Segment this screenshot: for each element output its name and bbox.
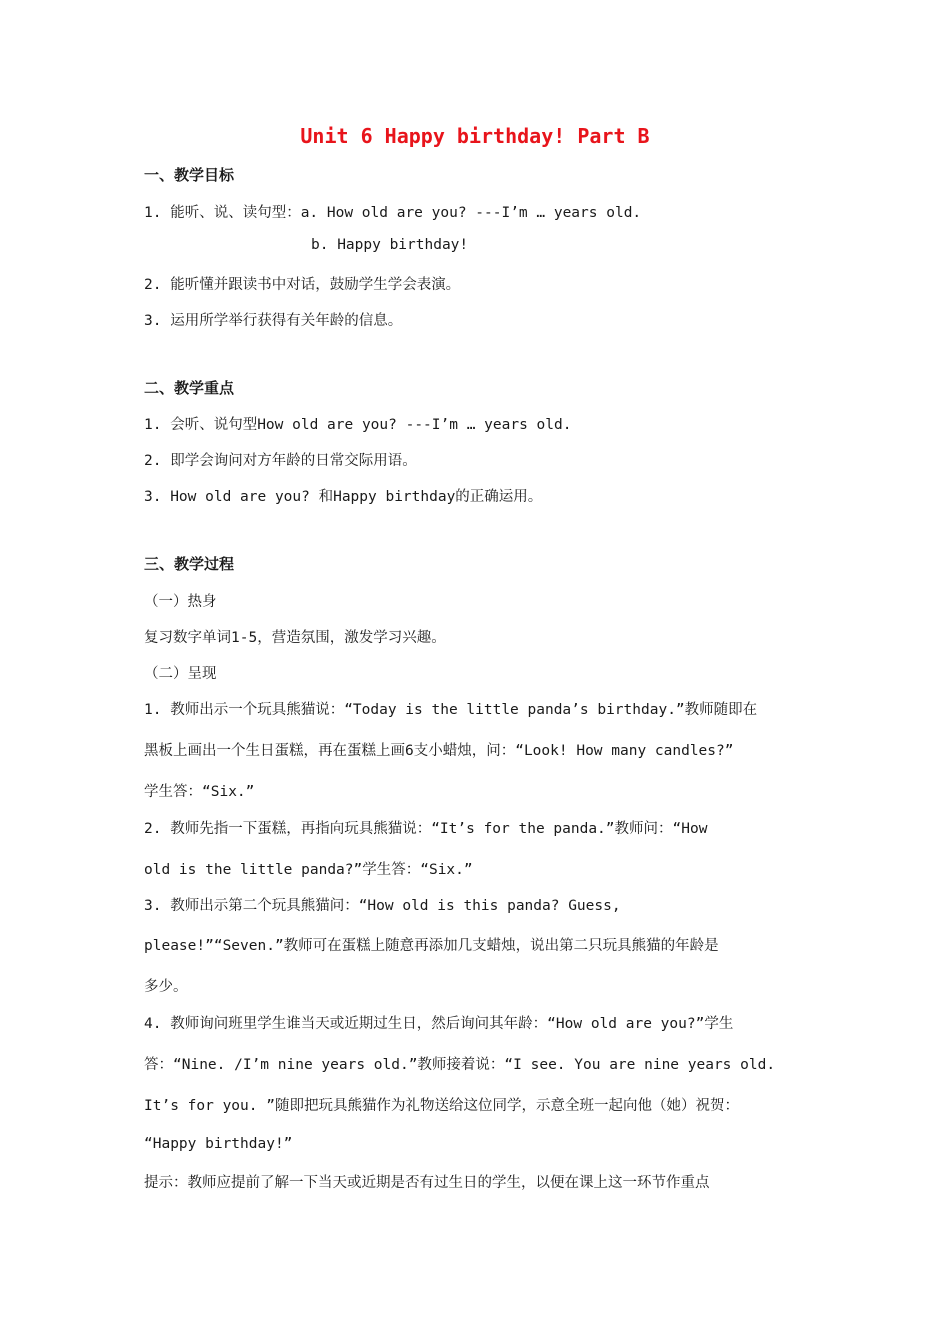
objective-line: 3. 运用所学举行获得有关年龄的信息。 [144,313,403,329]
section-heading-process: 三、教学过程 [144,555,235,573]
document-title: Unit 6 Happy birthday! Part B [300,124,650,148]
process-line: It’s for you. ”随即把玩具熊猫作为礼物送给这位同学，示意全班一起向他（她）祝贺： [144,1098,739,1114]
process-line: 复习数字单词1-5，营造氛围，激发学习兴趣。 [144,630,446,646]
objective-line: 1. 能听、说、读句型：a. How old are you? ---I’m … years old. [144,205,642,221]
process-line: （二）呈现 [144,666,217,682]
process-line: 1. 教师出示一个玩具熊猫说：“Today is the little panda’s birthday.”教师随即在 [144,702,758,718]
process-line: （一）热身 [144,594,217,610]
process-line: 多少。 [144,979,188,995]
process-line: 3. 教师出示第二个玩具熊猫问：“How old is this panda? Guess, [144,898,621,914]
process-line: 学生答：“Six.” [144,784,255,800]
process-line: 2. 教师先指一下蛋糕，再指向玩具熊猫说：“It’s for the panda.”教师问：“How [144,821,708,837]
objective-line: b. Happy birthday! [311,237,469,253]
process-line: 答：“Nine. /I’m nine years old.”教师接着说：“I see. You are nine years old. [144,1057,776,1073]
key-point-line: 1. 会听、说句型How old are you? ---I’m … years old. [144,417,572,433]
process-line: old is the little panda?”学生答：“Six.” [144,862,473,878]
process-line: please!”“Seven.”教师可在蛋糕上随意再添加几支蜡烛，说出第二只玩具熊猫的年龄是 [144,938,719,954]
key-point-line: 3. How old are you? 和Happy birthday的正确运用。 [144,489,543,505]
key-point-line: 2. 即学会询问对方年龄的日常交际用语。 [144,453,417,469]
section-heading-objectives: 一、教学目标 [144,166,235,184]
process-line: 黑板上画出一个生日蛋糕，再在蛋糕上画6支小蜡烛，问：“Look! How many candles?” [144,743,734,759]
objective-line: 2. 能听懂并跟读书中对话，鼓励学生学会表演。 [144,277,461,293]
section-heading-key-points: 二、教学重点 [144,379,235,397]
process-line: 提示：教师应提前了解一下当天或近期是否有过生日的学生，以便在课上这一环节作重点 [144,1175,710,1191]
process-line: “Happy birthday!” [144,1136,293,1152]
process-line: 4. 教师询问班里学生谁当天或近期过生日，然后询问其年龄：“How old are you?”学生 [144,1016,734,1032]
